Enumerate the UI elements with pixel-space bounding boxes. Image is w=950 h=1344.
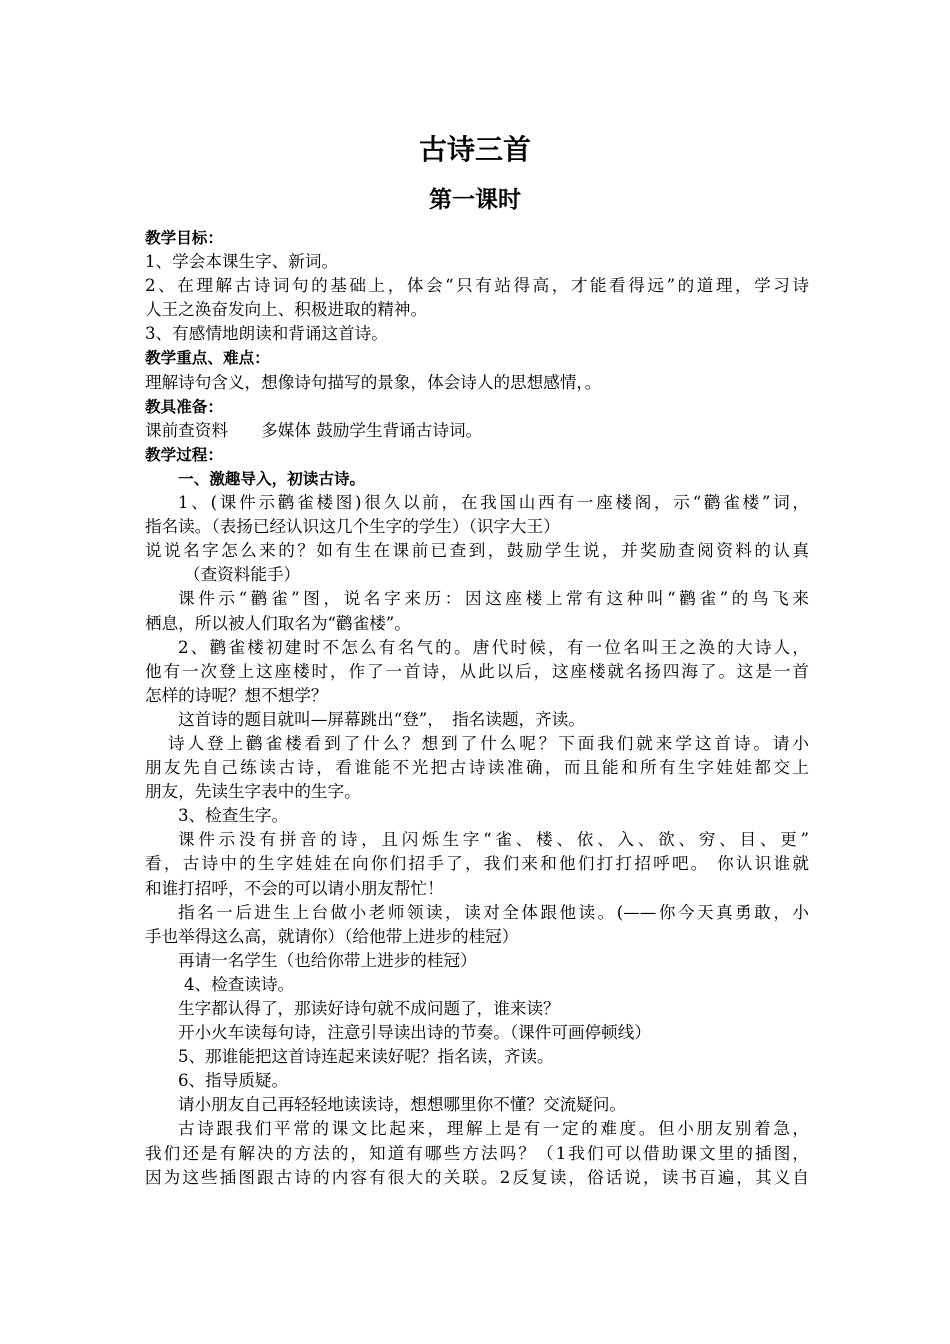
text-line: 3、有感情地朗读和背诵这首诗。 xyxy=(145,324,388,344)
section-heading-materials: 教具准备： xyxy=(145,397,223,416)
text-line: 理解诗句含义，想像诗句描写的景象，体会诗人的思想感情，。 xyxy=(145,372,602,392)
text-line: 6、指导质疑。 xyxy=(178,1071,289,1091)
text-line: （查资料能手） xyxy=(184,565,301,585)
text-line: 课件示“鹳雀”图，说名字来历：因这座楼上常有这种叫“鹳雀”的鸟飞来 xyxy=(178,589,809,609)
text-line: 栖息，所以被人们取名为“鹳雀楼”。 xyxy=(145,613,411,633)
text-line: 朋友先自己练读古诗，看谁能不光把古诗读准确，而且能和所有生字娃娃都交上 xyxy=(145,758,809,778)
section-heading-objectives: 教学目标： xyxy=(145,229,223,247)
text-line: 课前查资料 多媒体 鼓励学生背诵古诗词。 xyxy=(145,420,483,440)
text-line: 朋友，先读生字表中的生字。 xyxy=(145,782,361,802)
text-line: 和谁打招呼，不会的可以请小朋友帮忙！ xyxy=(145,878,444,898)
text-line: 开小火车读每句诗，注意引导读出诗的节奏。（课件可画停顿线） xyxy=(178,1023,651,1043)
subsection-heading: 一、激趣导入，初读古诗。 xyxy=(178,469,366,488)
text-line: 课件示没有拼音的诗，且闪烁生字“雀、楼、依、入、欲、穷、目、更” xyxy=(178,830,809,850)
text-line: 怎样的诗呢？想不想学？ xyxy=(145,685,328,705)
text-line: 我们还是有解决的方法的，知道有哪些方法吗？（1我们可以借助课文里的插图， xyxy=(145,1143,809,1163)
text-line: 古诗跟我们平常的课文比起来，理解上是有一定的难度。但小朋友别着急， xyxy=(178,1119,809,1139)
text-line: 5、那谁能把这首诗连起来读好呢？指名读，齐读。 xyxy=(178,1047,554,1067)
document-body xyxy=(145,226,809,1190)
text-line: 看，古诗中的生字娃娃在向你们招手了，我们来和他们打打招呼吧。 你认识谁就 xyxy=(145,854,809,874)
text-line: 诗人登上鹳雀楼看到了什么？想到了什么呢？下面我们就来学这首诗。请小 xyxy=(168,733,809,753)
text-line: 说说名字怎么来的？如有生在课前已查到，鼓励学生说，并奖励查阅资料的认真 xyxy=(145,541,809,561)
text-line: 2、在理解古诗词句的基础上，体会“只有站得高，才能看得远”的道理，学习诗 xyxy=(145,276,809,296)
text-line: 因为这些插图跟古诗的内容有很大的关联。2反复读，俗话说，读书百遍，其义自 xyxy=(145,1167,809,1187)
document-subtitle: 第一课时 xyxy=(429,187,521,213)
text-line: 请小朋友自己再轻轻地读读诗，想想哪里你不懂？交流疑问。 xyxy=(178,1095,627,1115)
text-line: 指名读。（表扬已经认识这几个生字的学生）（识字大王） xyxy=(145,517,560,537)
text-line: 生字都认得了，那读好诗句就不成问题了，谁来读？ xyxy=(178,999,560,1018)
text-line: 指名一后进生上台做小老师领读，读对全体跟他读。(——你今天真勇敢，小 xyxy=(178,902,809,922)
text-line: 人王之涣奋发向上、积极进取的精神。 xyxy=(145,300,428,320)
text-line: 2、鹳雀楼初建时不怎么有名气的。唐代时候，有一位名叫王之涣的大诗人， xyxy=(178,637,809,657)
text-line: 他有一次登上这座楼时，作了一首诗，从此以后，这座楼就名扬四海了。这是一首 xyxy=(145,661,809,681)
section-heading-key-points: 教学重点、难点： xyxy=(145,349,270,368)
text-line: 3、检查生字。 xyxy=(178,806,289,826)
text-line: 4、检查读诗。 xyxy=(184,974,295,994)
text-line: 1、(课件示鹳雀楼图)很久以前，在我国山西有一座楼阁，示“鹳雀楼”词， xyxy=(178,493,809,513)
text-line: 再请一名学生（也给你带上进步的桂冠） xyxy=(178,950,477,970)
text-line: 这首诗的题目就叫—屏幕跳出“登”， 指名读题，齐读。 xyxy=(178,709,585,729)
section-heading-process: 教学过程： xyxy=(145,445,223,464)
text-line: 1、学会本课生字、新词。 xyxy=(145,252,339,272)
text-line: 手也举得这么高，就请你）（给他带上进步的桂冠） xyxy=(145,926,519,946)
document-title: 古诗三首 xyxy=(418,133,531,166)
